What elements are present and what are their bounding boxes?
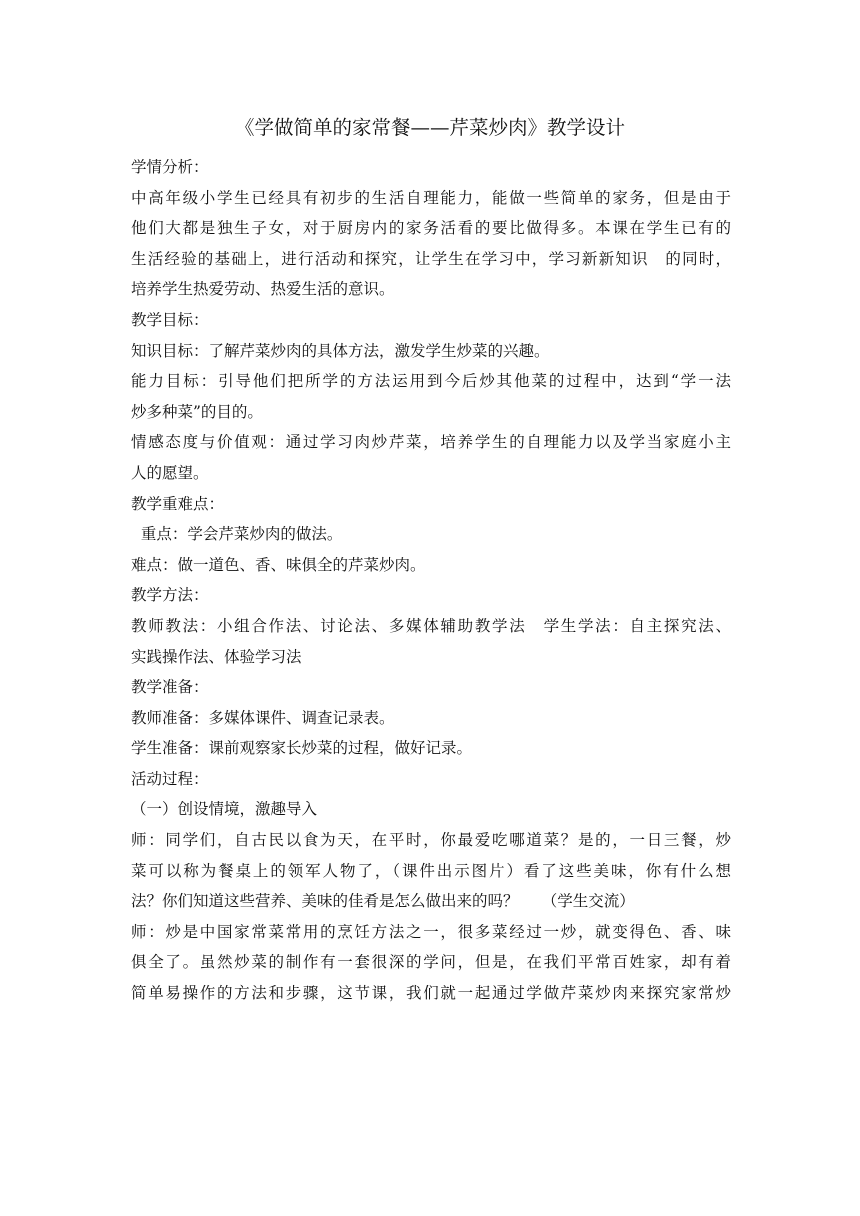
text-line: 菜可以称为餐桌上的领军人物了，（课件出示图片）看了这些美味，你有什么想 xyxy=(131,861,731,880)
text-line: 俱全了。虽然炒菜的制作有一套很深的学问，但是，在我们平常百姓家，却有着 xyxy=(131,953,731,972)
text-line: 教师教法：小组合作法、讨论法、多媒体辅助教学法 学生学法：自主探究法、 xyxy=(131,616,731,635)
text-line: 炒多种菜”的目的。 xyxy=(131,402,263,421)
text-line: 难点：做一道色、香、味俱全的芹菜炒肉。 xyxy=(131,555,426,574)
text-line: 教学方法： xyxy=(131,586,209,605)
text-line: 培养学生热爱劳动、热爱生活的意识。 xyxy=(131,280,395,299)
text-line: 实践操作法、体验学习法 xyxy=(131,647,302,666)
text-line: 教师准备：多媒体课件、调查记录表。 xyxy=(131,708,395,727)
document-title: 《学做简单的家常餐——芹菜炒肉》教学设计 xyxy=(234,116,625,139)
text-line: 简单易操作的方法和步骤，这节课，我们就一起通过学做芹菜炒肉来探究家常炒 xyxy=(131,984,731,1003)
text-line: 他们大都是独生子女，对于厨房内的家务活看的要比做得多。本课在学生已有的 xyxy=(131,219,731,238)
text-line: 中高年级小学生已经具有初步的生活自理能力，能做一些简单的家务，但是由于 xyxy=(131,188,731,207)
text-line: 情感态度与价值观：通过学习肉炒芹菜，培养学生的自理能力以及学当家庭小主 xyxy=(131,433,731,452)
text-line: 教学重难点： xyxy=(131,494,225,513)
document-body xyxy=(131,152,731,1009)
text-line: 教学目标： xyxy=(131,310,209,329)
text-line: 学情分析： xyxy=(131,158,209,176)
text-line: 教学准备： xyxy=(131,678,209,697)
text-line: 师：炒是中国家常菜常用的烹饪方法之一，很多菜经过一炒，就变得色、香、味 xyxy=(131,922,731,941)
text-line: 人的愿望。 xyxy=(131,463,209,482)
text-line: （一）创设情境，激趣导入 xyxy=(131,800,318,819)
text-line: 法？你们知道这些营养、美味的佳肴是怎么做出来的吗？ （学生交流） xyxy=(131,892,635,911)
text-line: 能力目标：引导他们把所学的方法运用到今后炒其他菜的过程中，达到“学一法 xyxy=(131,372,731,391)
text-line: 师：同学们，自古民以食为天，在平时，你最爱吃哪道菜？是的，一日三餐，炒 xyxy=(131,831,731,850)
text-line: 学生准备：课前观察家长炒菜的过程，做好记录。 xyxy=(131,739,473,758)
text-line: 重点：学会芹菜炒肉的做法。 xyxy=(131,525,343,544)
text-line: 活动过程： xyxy=(131,769,209,788)
text-line: 生活经验的基础上，进行活动和探究，让学生在学习中，学习新新知识 的同时， xyxy=(131,249,731,268)
text-line: 知识目标：了解芹菜炒肉的具体方法，激发学生炒菜的兴趣。 xyxy=(131,341,550,360)
